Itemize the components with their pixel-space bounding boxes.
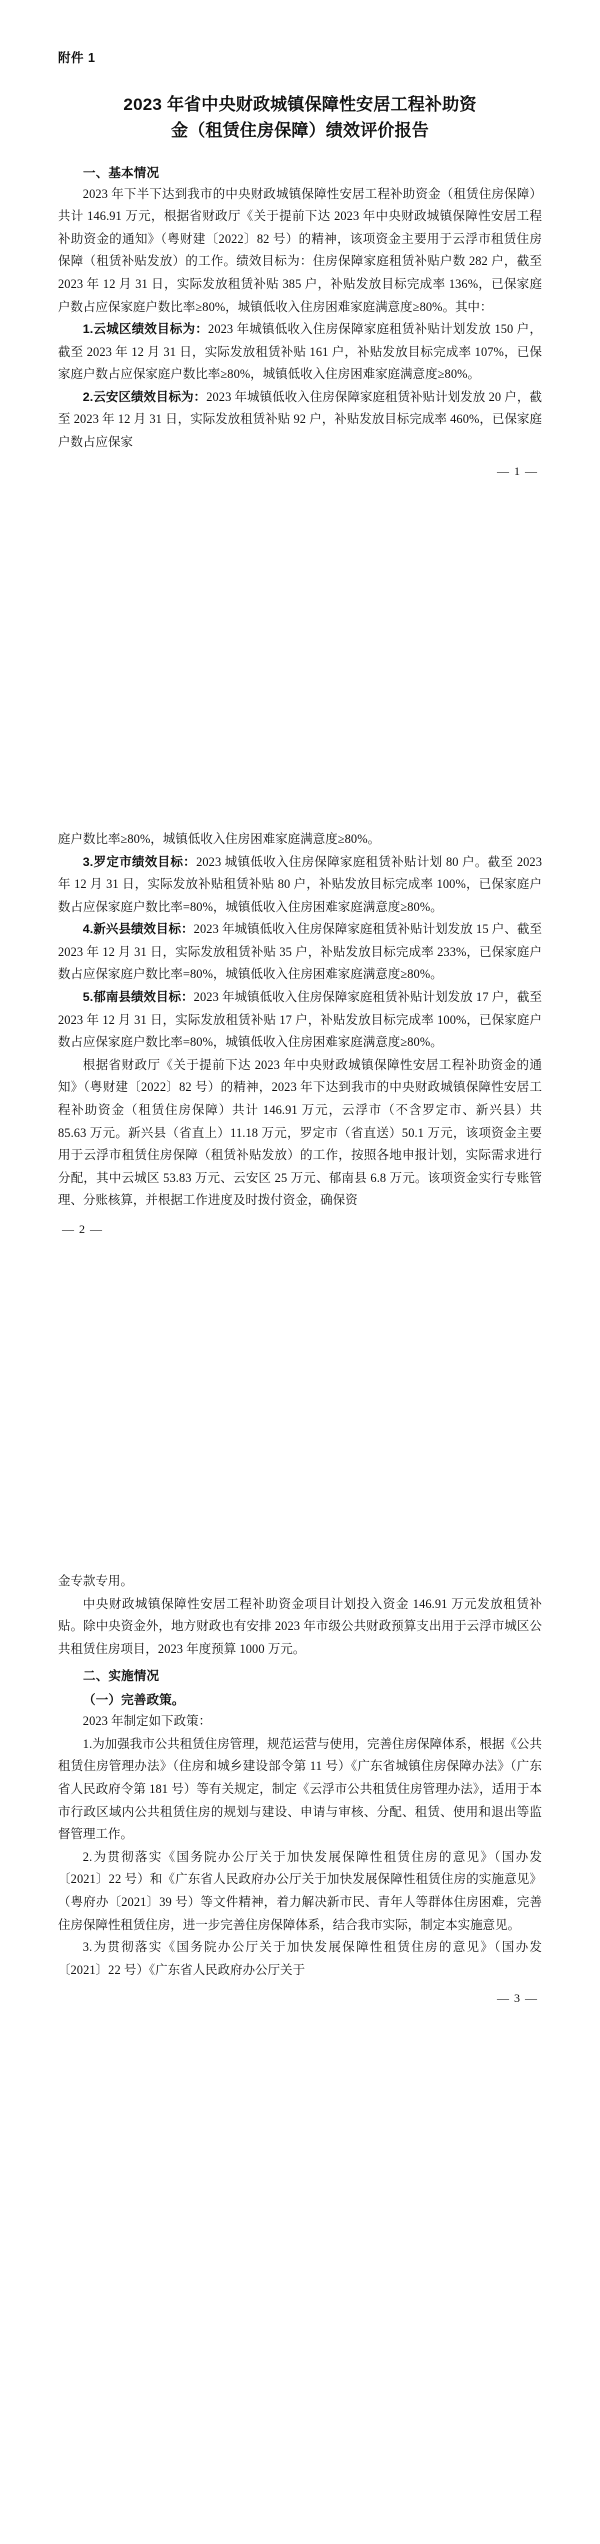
paragraph-p1-1: 2023 年下半下达到我市的中央财政城镇保障性安居工程补助资金（租赁住房保障）共计 146.91 万元，根据省财政厅《关于提前下达 2023 年中央财政城镇保障性安居工程补助资金的通知》（粤财建〔2022〕82 号）的精神，该项资金主要用于云浮市租赁住房保障（租赁补贴发放）的工作。绩效目标为：住房保障家庭租赁补贴户数 282 户，截至 2023 年 12 月 31 日，实际发放租赁补贴 385 户，补贴发放目标完成率 136%，已保家庭户数占应保家庭户数比率≥80%，城镇低收入住房困难家庭满意度≥80%。其中： bbox=[58, 186, 542, 314]
label-luoding-target: 3.罗定市绩效目标： bbox=[82, 854, 197, 869]
text-yunan-target: 2023 年城镇低收入住房保障家庭租赁补贴计划发放 20 户，截至 2023 年 12 月 31 日，实际发放租赁补贴 92 户，补贴发放目标完成率 460%，已保家庭户数占应保家 bbox=[58, 389, 542, 450]
paragraph-p3-policy-lead: 2023 年制定如下政策： bbox=[82, 1714, 212, 1729]
section-heading-basic-situation: 一、基本情况 bbox=[83, 165, 160, 180]
page-number-1: — 1 — bbox=[497, 463, 538, 478]
label-yunan-target: 2.云安区绩效目标为： bbox=[82, 389, 207, 404]
text-luoding-target: 2023 城镇低收入住房保障家庭租赁补贴计划 80 户。截至 2023 年 12 月 31 日，实际发放补贴租赁补贴 80 户，补贴发放目标完成率 100%，已保家庭户数占应保家庭户数比率=80%，城镇低收入住房困难家庭满意度≥80%。 bbox=[58, 854, 542, 914]
paragraph-p1-2 bbox=[58, 318, 542, 386]
document-page-1 bbox=[0, 0, 600, 742]
paragraph-p1-3 bbox=[58, 386, 542, 454]
paragraph-p3-1: 金专款专用。 bbox=[58, 1574, 133, 1588]
paragraph-p2-3 bbox=[58, 918, 542, 986]
paragraph-p2-5: 根据省财政厅《关于提前下达 2023 年中央财政城镇保障性安居工程补助资金的通知》（粤财建〔2022〕82 号）的精神，2023 年下达到我市的中央财政城镇保障性安居工程补助资金（租赁住房保障）共计 146.91 万元，云浮市（不含罗定市、新兴县）共 85.63 万元。新兴县（省直上）11.18 万元，罗定市（省直送）50.1 万元，该项资金主要用于云浮市租赁住房保障（租赁补贴发放）的工作，按照各地申报计划，实际需求进行分配，其中云城区 53.83 万元、云安区 25 万元、郁南县 6.8 万元。该项资金实行专账管理、分账核算，并根据工作进度及时拨付资金，确保资 bbox=[58, 1057, 542, 1208]
section-heading-implementation: 二、实施情况 bbox=[83, 1669, 160, 1684]
paragraph-p2-2 bbox=[58, 851, 542, 919]
label-xinxing-target: 4.新兴县绩效目标： bbox=[82, 922, 194, 937]
document-page-3 bbox=[0, 1484, 600, 2226]
paragraph-p3-item-3: 3.为贯彻落实《国务院办公厅关于加快发展保障性租赁住房的意见》（国办发〔2021〕22 号）《广东省人民政府办公厅关于 bbox=[58, 1940, 542, 1977]
paragraph-p2-1: 庭户数比率≥80%，城镇低收入住房困难家庭满意度≥80%。 bbox=[58, 832, 381, 846]
page-title-line-2: 金（租赁住房保障）绩效评价报告 bbox=[171, 121, 429, 141]
label-yuncheng-target: 1.云城区绩效目标为： bbox=[82, 322, 209, 337]
page-title bbox=[58, 92, 542, 145]
document-page-2 bbox=[0, 742, 600, 1484]
text-yuncheng-target: 2023 年城镇低收入住房保障家庭租赁补贴计划发放 150 户，截至 2023 年 12 月 31 日，实际发放租赁补贴 161 户，补贴发放目标完成率 107%，已保家庭户数占应保家庭户数比率≥80%，城镇低收入住房困难家庭满意度≥80%。 bbox=[58, 322, 542, 382]
paragraph-p3-2: 中央财政城镇保障性安居工程补助资金项目计划投入资金 146.91 万元发放租赁补贴。除中央资金外，地方财政也有安排 2023 年市级公共财政预算支出用于云浮市城区公共租赁住房项目，2023 年度预算 1000 万元。 bbox=[58, 1596, 542, 1656]
attachment-label: 附件 1 bbox=[58, 51, 96, 65]
text-xinxing-target: 2023 年城镇低收入住房保障家庭租赁补贴计划发放 15 户、截至 2023 年 12 月 31 日，实际发放租赁补贴 35 户，补贴发放目标完成率 233%，已保家庭户数占应保家庭户数比率=80%，城镇低收入住房困难家庭满意度≥80%。 bbox=[58, 922, 542, 982]
paragraph-p3-item-2: 2.为贯彻落实《国务院办公厅关于加快发展保障性租赁住房的意见》（国办发〔2021〕22 号）和《广东省人民政府办公厅关于加快发展保障性租赁住房的实施意见》（粤府办〔2021〕39 号）等文件精神，着力解决新市民、青年人等群体住房困难，完善住房保障性租赁住房，进一步完善住房保障体系，结合我市实际，制定本实施意见。 bbox=[58, 1849, 542, 1932]
subsection-heading-policy: （一）完善政策。 bbox=[83, 1693, 185, 1708]
label-yunan-county-target: 5.郁南县绩效目标： bbox=[82, 990, 194, 1005]
page-number-3: — 3 — bbox=[497, 1991, 538, 2006]
page-title-line-1: 2023 年省中央财政城镇保障性安居工程补助资 bbox=[123, 95, 477, 114]
paragraph-p3-item-1: 1.为加强我市公共租赁住房管理，规范运营与使用，完善住房保障体系，根据《公共租赁住房管理办法》（住房和城乡建设部令第 11 号）《广东省城镇住房保障办法》（广东省人民政府令第 181 号）等有关规定，制定《云浮市公共租赁住房管理办法》，适用于本市行政区域内公共租赁住房的规划与建设、申请与审核、分配、租赁、使用和退出等监督管理工作。 bbox=[58, 1736, 542, 1842]
text-yunan-county-target: 2023 年城镇低收入住房保障家庭租赁补贴计划发放 17 户，截至 2023 年 12 月 31 日，实际发放租赁补贴 17 户，补贴发放目标完成率 100%，已保家庭户数占应保家庭户数比率=80%，城镇低收入住房困难家庭满意度≥80%。 bbox=[58, 990, 542, 1050]
paragraph-p2-4 bbox=[58, 986, 542, 1054]
page-number-2: — 2 — bbox=[62, 1221, 103, 1236]
